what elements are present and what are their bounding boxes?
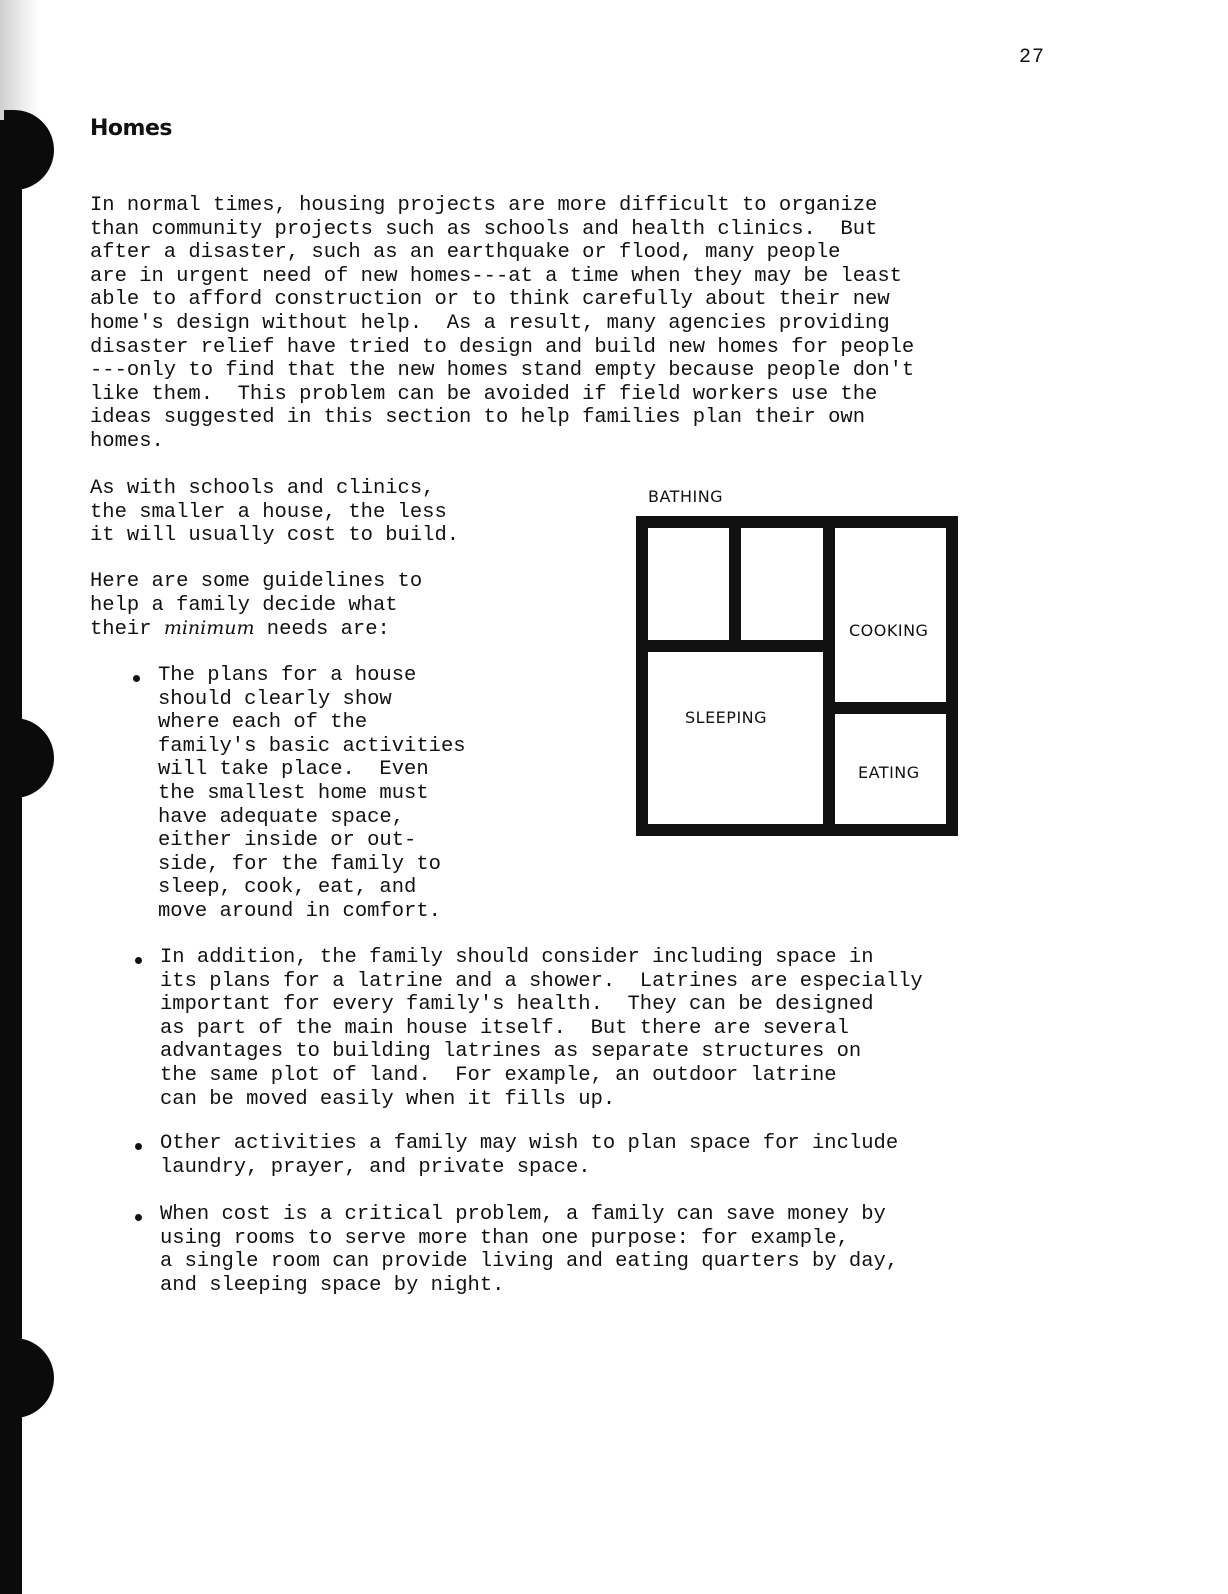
page-number: 27: [1019, 46, 1046, 69]
label-eating: EATING: [858, 763, 920, 782]
label-sleeping: SLEEPING: [685, 708, 768, 727]
outer-wall: [642, 522, 952, 830]
bullet-icon: [135, 957, 142, 964]
cost-paragraph: As with schools and clinics, the smaller a house, the less it will usually cost to build.: [90, 477, 460, 548]
guidelines-text-end: needs are:: [254, 618, 390, 642]
bullet-icon: [135, 1143, 142, 1150]
section-heading: Homes: [90, 116, 172, 141]
bullet-item-latrine: In addition, the family should consider including space in its plans for a latrine and a shower. Latrines are especially important for every family's health. They can be designed as part of the main house itself. But there are several advantages to building latrines as separate structures on the same plot of land. For example, an outdoor latrine can be moved easily when it fills up.: [160, 946, 923, 1111]
intro-paragraph: In normal times, housing projects are more difficult to organize than community projects such as schools and health clinics. But after a disaster, such as an earthquake or flood, many people are in urgent need of new homes---at a time when they may be least able to afford construction or to think carefully about their new home's design without help. As a result, many agencies providing disaster relief have tried to design and build new homes for people ---only to find that the new homes stand empty because people don't like them. This problem can be avoided if field workers use the ideas suggested in this section to help families plan their own homes.: [90, 194, 915, 453]
scan-shading: [0, 0, 40, 120]
label-cooking: COOKING: [849, 621, 929, 640]
bullet-item-other-activities: Other activities a family may wish to plan space for include laundry, prayer, and private space.: [160, 1132, 899, 1179]
floorplan-walls: [642, 522, 952, 830]
bullet-item-multipurpose-rooms: When cost is a critical problem, a family can save money by using rooms to serve more than one purpose: for example, a single room can provide living and eating quarters by day, and sleeping space by night.: [160, 1203, 899, 1297]
punch-hole-middle: [4, 718, 54, 798]
guidelines-text-start: Here are some guidelines to help a family decide what their: [90, 570, 423, 642]
bullet-item-basic-activities: The plans for a house should clearly show where each of the family's basic activities will take place. Even the smallest home must have adequate space, either inside or out- side, for the family to sleep, cook, eat, and move around in comfort.: [158, 664, 466, 923]
punch-hole-bottom: [4, 1338, 54, 1418]
punch-hole-top: [4, 110, 54, 190]
guidelines-paragraph: [90, 570, 422, 642]
label-bathing: BATHING: [648, 487, 724, 506]
floorplan-diagram: [600, 480, 1000, 860]
minimum-emphasis: minimum: [163, 617, 255, 640]
bullet-icon: [135, 1214, 142, 1221]
bullet-icon: [133, 675, 140, 682]
